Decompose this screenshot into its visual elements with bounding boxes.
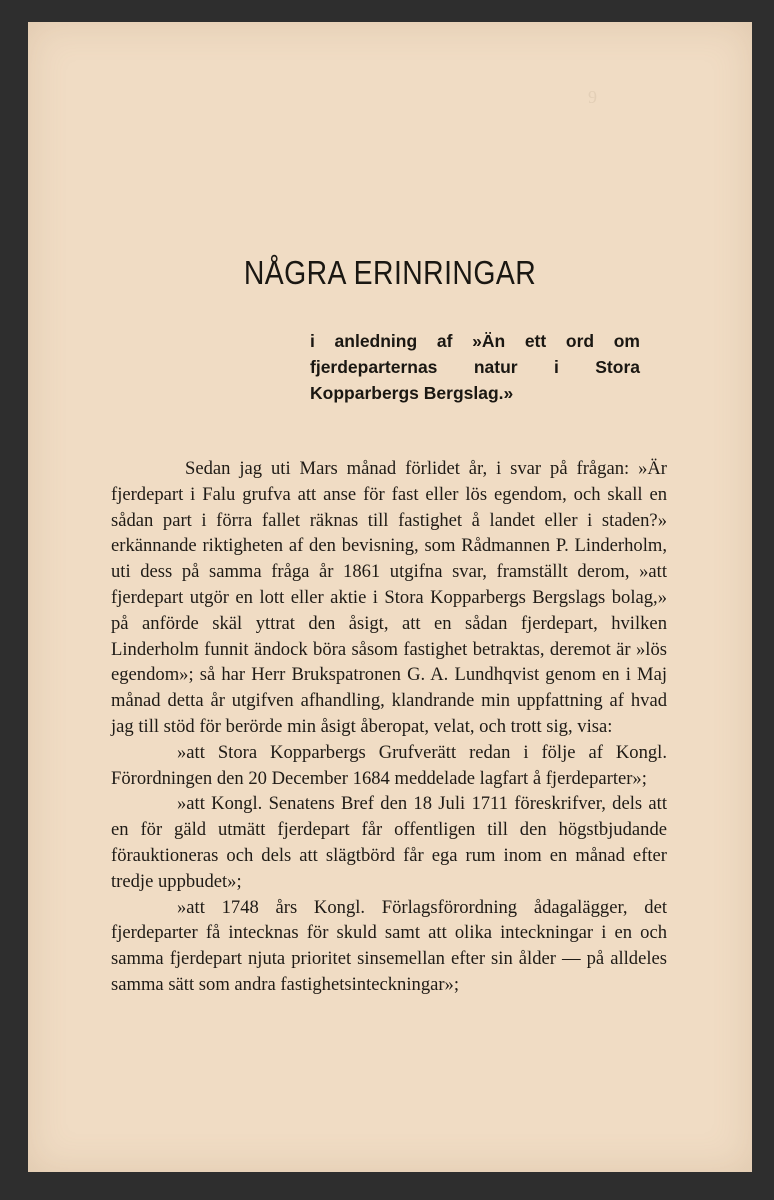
quote-paragraph: »att Kongl. Senatens Bref den 18 Juli 1711 föreskrifver, dels att en för gäld utmätt fjerdepart får offentligen till den högstbjudande förauktioneras och dels att slägtbörd får ega rum inom en månad efter tredje uppbudet»; <box>111 793 667 892</box>
quote-paragraph: »att 1748 års Kongl. Förlagsförordning ådagalägger, det fjerdeparter få intecknas för skuld samt att olika inteckningar i en och samma fjerdepart njuta prioritet sinsemellan efter sin ålder — på alldeles samma sätt som andra fastighetsinteckningar»; <box>111 896 667 995</box>
quote-paragraph: »att Stora Kopparbergs Grufverätt redan i följe af Kongl. Förordningen den 20 December 1684 meddelade lagfart å fjerdeparter»; <box>111 741 667 789</box>
subtitle: i anledning af »Än ett ord om fjerdeparternas natur i Stora Kopparbergs Bergslag.» <box>310 331 640 403</box>
page-title: NÅGRA ERINRINGAR <box>243 254 537 291</box>
paragraph: Sedan jag uti Mars månad förlidet år, i svar på frågan: »Är fjerdepart i Falu grufva att anse för fast eller lös egendom, och skall en sådan part i förra fallet räknas till fastighet å landet eller i staden?» erkännande riktigheten af den bevisning, som Rådmannen P. Linderholm, uti dess på samma fråga år 1861 utgifna svar, framställt derom, »att fjerdepart utgör en lott eller aktie i Stora Kopparbergs Bergslags bolag,» på anförde skäl yttrat den åsigt, att en sådan fjerdepart, hvilken Linderholm funnit ändock böra såsom fastighet betraktas, deremot är »lös egendom»; så har Herr Brukspatronen G. A. Lundhqvist genom en i Maj månad detta år utgifven afhandling, klandrande min uppfattning af hvad jag till stöd för berörde min åsigt åberopat, velat, och trott sig, visa: <box>111 458 667 737</box>
document-page <box>28 22 752 1172</box>
bleed-through-text: 9 <box>588 87 597 107</box>
body-text <box>111 456 667 998</box>
